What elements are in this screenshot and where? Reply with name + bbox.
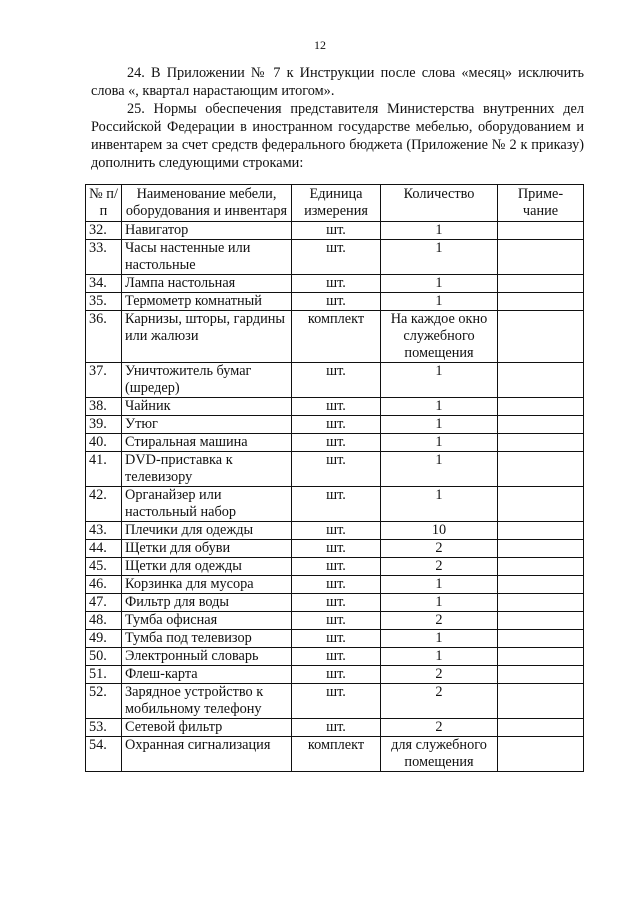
note-cell (498, 666, 584, 684)
note-cell (498, 684, 584, 719)
note-cell (498, 398, 584, 416)
page-number: 12 (314, 38, 326, 52)
quantity-cell: для служебного помещения (381, 737, 498, 772)
paragraph-24 (91, 64, 584, 100)
header-unit: Единица измерения (292, 185, 381, 222)
quantity-cell: 2 (381, 719, 498, 737)
note-cell (498, 737, 584, 772)
note-cell (498, 558, 584, 576)
quantity-cell: 1 (381, 648, 498, 666)
unit-cell: комплект (292, 311, 381, 363)
unit-cell: шт. (292, 222, 381, 240)
unit-cell: шт. (292, 434, 381, 452)
unit-cell: шт. (292, 558, 381, 576)
note-cell (498, 522, 584, 540)
unit-cell: шт. (292, 522, 381, 540)
row-number-cell: 45. (86, 558, 122, 576)
note-cell (498, 612, 584, 630)
unit-cell: шт. (292, 398, 381, 416)
row-number-cell: 44. (86, 540, 122, 558)
row-number-cell: 42. (86, 487, 122, 522)
item-name-cell: Щетки для одежды (122, 558, 292, 576)
item-name-cell: Тумба под телевизор (122, 630, 292, 648)
item-name-cell: Часы настенные или настольные (122, 240, 292, 275)
note-cell (498, 416, 584, 434)
unit-cell: шт. (292, 452, 381, 487)
norms-table (85, 184, 584, 772)
row-number-cell: 48. (86, 612, 122, 630)
table-row (86, 540, 584, 558)
item-name-cell: DVD-приставка к телевизору (122, 452, 292, 487)
header-qty: Количество (381, 185, 498, 222)
quantity-cell: 1 (381, 487, 498, 522)
note-cell (498, 275, 584, 293)
unit-cell: шт. (292, 684, 381, 719)
unit-cell: шт. (292, 416, 381, 434)
unit-cell: шт. (292, 648, 381, 666)
header-note: Приме-чание (498, 185, 584, 222)
table-row (86, 240, 584, 275)
table-row (86, 719, 584, 737)
table-row (86, 594, 584, 612)
note-cell (498, 648, 584, 666)
item-name-cell: Утюг (122, 416, 292, 434)
item-name-cell: Чайник (122, 398, 292, 416)
row-number-cell: 54. (86, 737, 122, 772)
unit-cell: шт. (292, 363, 381, 398)
note-cell (498, 311, 584, 363)
row-number-cell: 53. (86, 719, 122, 737)
table-row (86, 452, 584, 487)
quantity-cell: 1 (381, 240, 498, 275)
row-number-cell: 43. (86, 522, 122, 540)
paragraph-25 (91, 100, 584, 172)
row-number-cell: 41. (86, 452, 122, 487)
row-number-cell: 34. (86, 275, 122, 293)
row-number-cell: 46. (86, 576, 122, 594)
row-number-cell: 33. (86, 240, 122, 275)
note-cell (498, 222, 584, 240)
table-row (86, 648, 584, 666)
note-cell (498, 594, 584, 612)
quantity-cell: 1 (381, 275, 498, 293)
row-number-cell: 47. (86, 594, 122, 612)
unit-cell: шт. (292, 487, 381, 522)
item-name-cell: Стиральная машина (122, 434, 292, 452)
note-cell (498, 240, 584, 275)
quantity-cell: 1 (381, 594, 498, 612)
item-name-cell: Корзинка для мусора (122, 576, 292, 594)
item-name-cell: Лампа настольная (122, 275, 292, 293)
paragraph-24-text: 24. В Приложении № 7 к Инструкции после слова «месяц» исключить слова «, квартал нарастающим итогом». (91, 65, 584, 99)
unit-cell: шт. (292, 630, 381, 648)
item-name-cell: Фильтр для воды (122, 594, 292, 612)
quantity-cell: 1 (381, 398, 498, 416)
note-cell (498, 434, 584, 452)
quantity-cell: 2 (381, 666, 498, 684)
table-body (86, 222, 584, 772)
unit-cell: шт. (292, 275, 381, 293)
quantity-cell: 10 (381, 522, 498, 540)
item-name-cell: Сетевой фильтр (122, 719, 292, 737)
table-row (86, 363, 584, 398)
quantity-cell: 1 (381, 576, 498, 594)
quantity-cell: 1 (381, 363, 498, 398)
table-row (86, 416, 584, 434)
unit-cell: шт. (292, 719, 381, 737)
unit-cell: шт. (292, 240, 381, 275)
item-name-cell: Тумба офисная (122, 612, 292, 630)
unit-cell: шт. (292, 666, 381, 684)
row-number-cell: 38. (86, 398, 122, 416)
table-row (86, 398, 584, 416)
item-name-cell: Навигатор (122, 222, 292, 240)
table-row (86, 558, 584, 576)
row-number-cell: 39. (86, 416, 122, 434)
unit-cell: шт. (292, 540, 381, 558)
row-number-cell: 49. (86, 630, 122, 648)
note-cell (498, 576, 584, 594)
quantity-cell: 1 (381, 416, 498, 434)
item-name-cell: Термометр комнатный (122, 293, 292, 311)
table-row (86, 522, 584, 540)
unit-cell: шт. (292, 293, 381, 311)
row-number-cell: 35. (86, 293, 122, 311)
unit-cell: шт. (292, 612, 381, 630)
note-cell (498, 630, 584, 648)
header-num: № п/п (86, 185, 122, 222)
quantity-cell: 1 (381, 293, 498, 311)
item-name-cell: Зарядное устройство к мобильному телефону (122, 684, 292, 719)
table-row (86, 487, 584, 522)
quantity-cell: 1 (381, 222, 498, 240)
row-number-cell: 36. (86, 311, 122, 363)
row-number-cell: 50. (86, 648, 122, 666)
table-row (86, 293, 584, 311)
quantity-cell: 2 (381, 558, 498, 576)
table-row (86, 684, 584, 719)
table-row (86, 222, 584, 240)
quantity-cell: 2 (381, 612, 498, 630)
table-row (86, 275, 584, 293)
table-row (86, 434, 584, 452)
note-cell (498, 540, 584, 558)
paragraph-25-text: 25. Нормы обеспечения представителя Министерства внутренних дел Российской Федерации в иностранном государстве мебелью, оборудованием и инвентарем за счет средств федерального бюджета (Приложение № 2 к приказу) дополнить следующими строками: (91, 101, 584, 171)
note-cell (498, 452, 584, 487)
unit-cell: комплект (292, 737, 381, 772)
quantity-cell: 1 (381, 630, 498, 648)
row-number-cell: 51. (86, 666, 122, 684)
unit-cell: шт. (292, 576, 381, 594)
item-name-cell: Плечики для одежды (122, 522, 292, 540)
row-number-cell: 32. (86, 222, 122, 240)
quantity-cell: 2 (381, 540, 498, 558)
note-cell (498, 719, 584, 737)
item-name-cell: Щетки для обуви (122, 540, 292, 558)
row-number-cell: 37. (86, 363, 122, 398)
item-name-cell: Флеш-карта (122, 666, 292, 684)
table-header-row (86, 185, 584, 222)
item-name-cell: Карнизы, шторы, гардины или жалюзи (122, 311, 292, 363)
item-name-cell: Уничтожитель бумаг (шредер) (122, 363, 292, 398)
table-row (86, 737, 584, 772)
row-number-cell: 52. (86, 684, 122, 719)
row-number-cell: 40. (86, 434, 122, 452)
table-row (86, 666, 584, 684)
quantity-cell: На каждое окно служебного помещения (381, 311, 498, 363)
note-cell (498, 293, 584, 311)
note-cell (498, 363, 584, 398)
quantity-cell: 2 (381, 684, 498, 719)
item-name-cell: Охранная сигнализация (122, 737, 292, 772)
header-name: Наименование мебели, оборудования и инвентаря (122, 185, 292, 222)
table-row (86, 630, 584, 648)
table-row (86, 311, 584, 363)
quantity-cell: 1 (381, 452, 498, 487)
item-name-cell: Электронный словарь (122, 648, 292, 666)
table-row (86, 576, 584, 594)
item-name-cell: Органайзер или настольный набор (122, 487, 292, 522)
table-row (86, 612, 584, 630)
quantity-cell: 1 (381, 434, 498, 452)
unit-cell: шт. (292, 594, 381, 612)
note-cell (498, 487, 584, 522)
